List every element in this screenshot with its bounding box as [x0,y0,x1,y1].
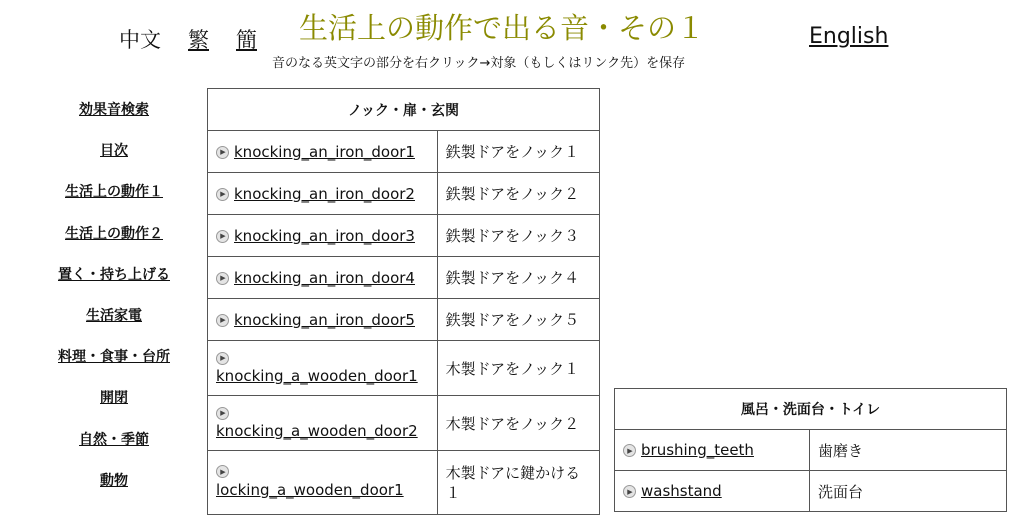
sound-link[interactable]: knocking_an_iron_door3 [234,226,415,245]
table-row [208,396,600,451]
language-chinese-label: 中文 [119,28,161,52]
sound-description: 木製ドアをノック２ [437,396,599,451]
sidebar-item-daily-actions-1[interactable]: 生活上の動作１ [65,184,163,201]
english-link[interactable]: English [809,24,889,49]
sidebar-item-daily-actions-2[interactable]: 生活上の動作２ [65,225,163,242]
sound-cell [208,396,438,451]
sidebar-item-nature[interactable]: 自然・季節 [79,431,149,448]
sound-cell [208,341,438,396]
sound-cell [208,131,438,173]
sound-link[interactable]: brushing_teeth [641,441,754,459]
sound-description: 鉄製ドアをノック４ [437,257,599,299]
play-icon[interactable] [216,465,229,478]
table-heading: ノック・扉・玄関 [208,89,600,131]
door-sounds-table [207,88,600,515]
sound-link[interactable]: locking_a_wooden_door1 [216,481,404,499]
page-title: 生活上の動作で出る音・その１ [299,11,706,45]
sound-description: 洗面台 [810,471,1007,512]
table-row [208,257,600,299]
table-row [208,131,600,173]
play-icon[interactable] [216,352,229,365]
sound-description: 鉄製ドアをノック５ [437,299,599,341]
table-row [615,430,1007,471]
sidebar-item-animals[interactable]: 動物 [100,472,128,489]
sound-cell [208,257,438,299]
sound-link[interactable]: washstand [641,482,722,500]
sound-description: 木製ドアに鍵かける１ [437,451,599,515]
sound-description: 鉄製ドアをノック３ [437,215,599,257]
bath-sounds-table [614,388,1007,512]
play-icon[interactable] [216,146,229,159]
sound-cell [208,215,438,257]
sidebar-item-cooking[interactable]: 料理・食事・台所 [58,349,170,366]
sidebar-nav [44,98,184,510]
play-icon[interactable] [216,407,229,420]
sound-cell [208,451,438,515]
sound-link[interactable]: knocking_an_iron_door2 [234,184,415,203]
page-subtitle: 音のなる英文字の部分を右クリック→対象（もしくはリンク先）を保存 [272,56,686,71]
sidebar-item-search[interactable]: 効果音検索 [79,102,149,118]
table-row [208,451,600,515]
sidebar-item-contents[interactable]: 目次 [100,143,128,160]
language-traditional-link[interactable]: 繁 [188,28,209,52]
play-icon[interactable] [623,485,636,498]
table-row [208,215,600,257]
table-row [208,299,600,341]
sound-cell [208,173,438,215]
play-icon[interactable] [623,444,636,457]
sidebar-item-appliances[interactable]: 生活家電 [86,307,142,324]
sound-description: 木製ドアをノック１ [437,341,599,396]
sound-link[interactable]: knocking_an_iron_door1 [234,142,415,161]
sound-link[interactable]: knocking_an_iron_door5 [234,310,415,329]
sound-description: 鉄製ドアをノック１ [437,131,599,173]
sound-description: 鉄製ドアをノック２ [437,173,599,215]
table-row [615,471,1007,512]
sound-link[interactable]: knocking_a_wooden_door2 [216,421,418,440]
sound-cell [615,471,810,512]
sound-link[interactable]: knocking_a_wooden_door1 [216,366,418,385]
play-icon[interactable] [216,314,229,327]
table-heading: 風呂・洗面台・トイレ [615,389,1007,430]
play-icon[interactable] [216,188,229,201]
sound-description: 歯磨き [810,430,1007,471]
sound-cell [208,299,438,341]
sidebar-item-open-close[interactable]: 開閉 [100,390,128,407]
language-simplified-link[interactable]: 簡 [236,28,257,52]
sidebar-item-put-lift[interactable]: 置く・持ち上げる [58,266,170,283]
play-icon[interactable] [216,230,229,243]
sound-link[interactable]: knocking_an_iron_door4 [234,268,415,287]
table-row [208,173,600,215]
sound-cell [615,430,810,471]
table-row [208,341,600,396]
play-icon[interactable] [216,272,229,285]
